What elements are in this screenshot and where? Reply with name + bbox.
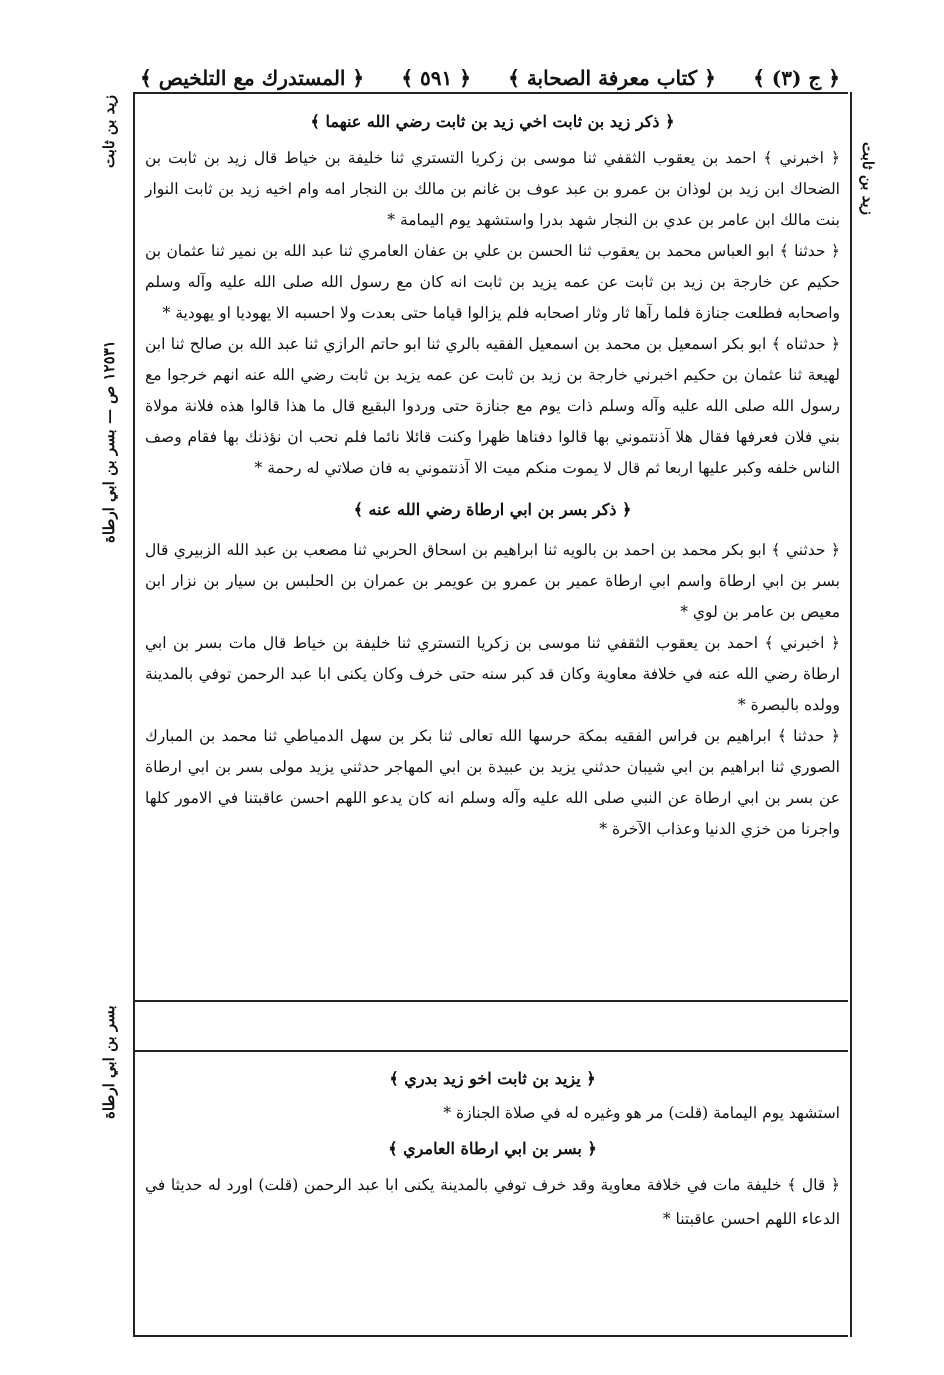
talkhis-title-yazid: ﴿ يزيد بن ثابت اخو زيد بدري ﴾ bbox=[389, 1069, 596, 1088]
margin-note-left-middle: ١٢٥٣١ ص — بسر بن ابي ارطاة bbox=[100, 340, 118, 543]
hadith-paragraph: ﴿ اخبرني ﴾ احمد بن يعقوب الثقفي ثنا موسى بن زكريا التستري ثنا خليفة بن خياط قال مات بسر بن ابي ارطاة رضي الله عنه في خلافة معاوية وكان قد كبر سنه حتى خرف وكان يكنى ابا عبد الرحمن توفي بالمدينة وولده بالبصرة * bbox=[145, 634, 840, 714]
hadith-paragraph: ﴿ حدثنا ﴾ ابو العباس محمد بن يعقوب ثنا الحسن بن علي بن عفان العامري ثنا عبد الله بن نمير ثنا عثمان بن حكيم عن خارجة بن زيد بن ثابت عن عمه يزيد بن ثابت انه كان مع رسول الله صلى الله عليه وآله وسلم واصحابه فطلعت جنازة فلما رآها ثار وثار اصحابه فلم يزالوا قياما حتى بعدت ولا احسبه الا يهوديا او يهودية * bbox=[145, 242, 840, 322]
margin-note-left-top: زيد بن ثابت bbox=[100, 95, 118, 168]
section-title-zaid: ﴿ ذكر زيد بن ثابت اخي زيد بن ثابت رضي الله عنهما ﴾ bbox=[310, 112, 675, 131]
divider-rule-1 bbox=[133, 1000, 848, 1002]
divider-rule-2 bbox=[133, 1050, 848, 1052]
margin-note-right: زيد بن ثابت bbox=[859, 142, 877, 215]
talkhis-title-busr: ﴿ بسر بن ابي ارطاة العامري ﴾ bbox=[388, 1139, 597, 1158]
hadith-paragraph: ﴿ حدثني ﴾ ابو بكر محمد بن احمد بن بالويه ثنا ابراهيم بن اسحاق الحربي ثنا مصعب بن عبد الله الزبيري قال بسر بن ابي ارطاة واسم ابي ارطاة عمير بن عمرو بن عويمر بن عمران بن الحلبس بن سيار بن نزار ابن معيص بن عامر بن لوي * bbox=[145, 541, 840, 621]
talkhis-paragraph: استشهد يوم اليمامة (قلت) مر هو وغيره له في صلاة الجنازة * bbox=[443, 1104, 840, 1122]
header-volume: ﴿ ج (٣) ﴾ bbox=[753, 66, 840, 90]
hadith-paragraph: ﴿ اخبرني ﴾ احمد بن يعقوب الثقفي ثنا موسى بن زكريا التستري ثنا خليفة بن خياط قال زيد بن ثابت بن الضحاك ابن زيد بن لوذان بن عمرو بن عبد عوف بن غانم بن مالك بن النجار امه وام اخيه زيد بن ثابت النوار بنت مالك ابن عامر بن عدي بن النجار شهد بدرا واستشهد يوم اليمامة * bbox=[145, 149, 840, 229]
main-text bbox=[145, 100, 840, 845]
talkhis-text bbox=[145, 1062, 840, 1236]
hadith-paragraph: ﴿ حدثناه ﴾ ابو بكر اسمعيل بن محمد بن اسمعيل الفقيه بالري ثنا ابو حاتم الرازي ثنا عبد الله بن صالح ثنا ابن لهيعة ثنا عثمان بن حكيم اخبرني خارجة بن زيد بن ثابت عن عمه يزيد بن ثابت رضي الله عنه انهم خرجوا مع رسول الله صلى الله عليه وآله وسلم ذات يوم مع جنازة حتى وردوا البقيع قال ما هذا قالوا هذه فلانة مولاة بني فلان فعرفها فقال هلا آذنتموني بها قالوا دفناها ظهرا وكنت قائلا نائما فلم نحب ان نؤذنك بها فقام وصف الناس خلفه وكبر عليها اربعا ثم قال لا يموت منكم ميت الا آذنتموني به فان صلاتي له رحمة * bbox=[145, 335, 840, 477]
bottom-rule bbox=[133, 1335, 848, 1337]
header-title: ﴿ المستدرك مع التلخيص ﴾ bbox=[140, 66, 365, 90]
talkhis-paragraph: ﴿ قال ﴾ خليفة مات في خلافة معاوية وقد خرف توفي بالمدينة يكنى ابا عبد الرحمن (قلت) اورد له حديثا في الدعاء اللهم احسن عاقبتنا * bbox=[145, 1176, 840, 1228]
margin-note-left-bottom: بسر بن ابي ارطاة bbox=[100, 1005, 118, 1119]
top-rule bbox=[133, 92, 848, 94]
header-page-number: ﴿ ٥٩١ ﴾ bbox=[401, 66, 471, 90]
hadith-paragraph: ﴿ حدثنا ﴾ ابراهيم بن فراس الفقيه بمكة حرسها الله تعالى ثنا بكر بن سهل الدمياطي ثنا محمد بن المبارك الصوري ثنا ابراهيم بن ابي شيبان حدثني يزيد بن عبيدة بن ابي المهاجر حدثني يزيد مولى بسر بن ابي ارطاة عن بسر بن ابي ارطاة عن النبي صلى الله عليه وآله وسلم انه كان يدعو اللهم احسن عاقبتنا في الامور كلها واجرنا من خزي الدنيا وعذاب الآخرة * bbox=[145, 727, 840, 838]
header-book: ﴿ كتاب معرفة الصحابة ﴾ bbox=[508, 66, 716, 90]
section-title-busr: ﴿ ذكر بسر بن ابي ارطاة رضي الله عنه ﴾ bbox=[353, 500, 632, 519]
